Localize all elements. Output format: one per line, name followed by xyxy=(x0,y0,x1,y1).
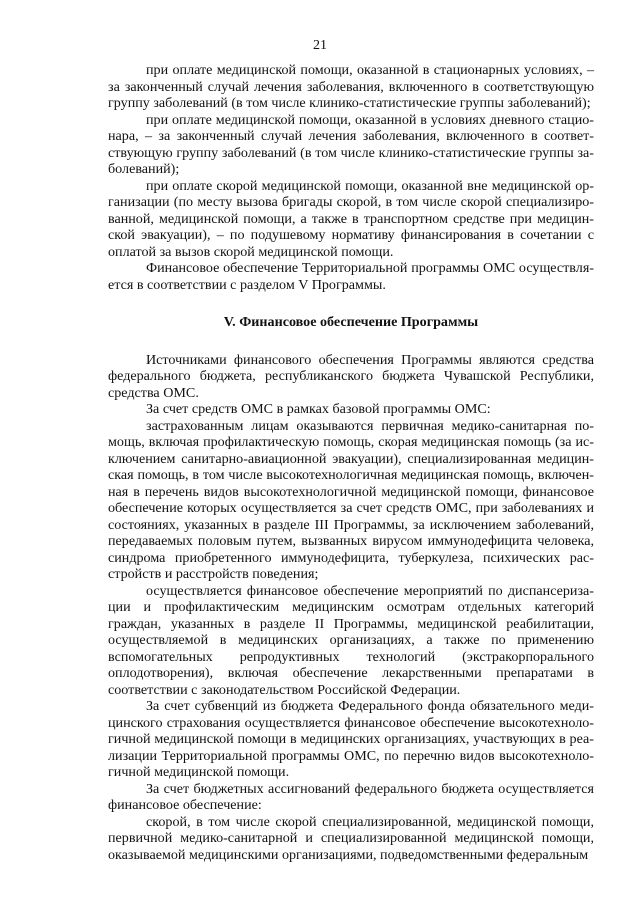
paragraph: осуществляется финансовое обеспечение мероприятий по диспансеризации и профилактическим медицинским осмотрам отдельных категорий граждан, указанных в разделе II Программы, медицинской реабилитации, осуществляемой в медицинских организациях, а также по применению вспомогательных репродуктивных технологий (экстракорпорального оплодотворения), включая обеспечение лекарственными препаратами в соответствии с законодательством Российской Федерации. xyxy=(108,582,594,698)
page-content xyxy=(108,62,594,863)
page-number: 21 xyxy=(313,38,327,53)
paragraph: Финансовое обеспечение Территориальной программы ОМС осуществляется в соответствии с разделом V Программы. xyxy=(108,260,594,293)
paragraph: скорой, в том числе скорой специализированной, медицинской помощи, первичной медико-санитарной и специализированной медицинской помощи, оказываемой медицинскими организациями, подведомственными федеральным xyxy=(108,813,594,863)
paragraph: За счет бюджетных ассигнований федерального бюджета осуществляется финансовое обеспечение: xyxy=(108,780,594,813)
paragraph: при оплате скорой медицинской помощи, оказанной вне медицинской организации (по месту вызова бригады скорой, в том числе скорой специализированной, медицинской помощи, а также в транспортном средстве при медицинской эвакуации), – по подушевому нормативу финансирования в сочетании с оплатой за вызов скорой медицинской помощи. xyxy=(108,177,594,260)
paragraph: при оплате медицинской помощи, оказанной в условиях дневного стационара, – за законченный случай лечения заболевания, включенного в соответствующую группу заболеваний (в том числе клинико-статистические группы заболеваний); xyxy=(108,111,594,177)
paragraph: За счет средств ОМС в рамках базовой программы ОМС: xyxy=(146,401,491,417)
section-heading: V. Финансовое обеспечение Программы xyxy=(223,314,479,330)
paragraph: застрахованным лицам оказываются первичная медико-санитарная помощь, включая профилактическую помощь, скорая медицинская помощь (за исключением санитарно-авиационной эвакуации), специализированная медицинская помощь, в том числе высокотехнологичная медицинская помощь, включенная в перечень видов высокотехнологичной медицинской помощи, финансовое обеспечение которых осуществляется за счет средств ОМС, при заболеваниях и состояниях, указанных в разделе III Программы, за исключением заболеваний, передаваемых половым путем, вызванных вирусом иммунодефицита человека, синдрома приобретенного иммунодефицита, туберкулеза, психических расстройств и расстройств поведения; xyxy=(108,417,594,582)
paragraph: Источниками финансового обеспечения Программы являются средства федерального бюджета, республиканского бюджета Чувашской Республики, средства ОМС. xyxy=(108,351,594,401)
paragraph: при оплате медицинской помощи, оказанной в стационарных условиях, – за законченный случай лечения заболевания, включенного в соответствующую группу заболеваний (в том числе клинико-статистические группы заболеваний); xyxy=(108,62,594,111)
paragraph: За счет субвенций из бюджета Федерального фонда обязательного медицинского страхования осуществляется финансовое обеспечение высокотехнологичной медицинской помощи в медицинских организациях, участвующих в реализации Территориальной программы ОМС, по перечню видов высокотехнологичной медицинской помощи. xyxy=(108,698,594,780)
